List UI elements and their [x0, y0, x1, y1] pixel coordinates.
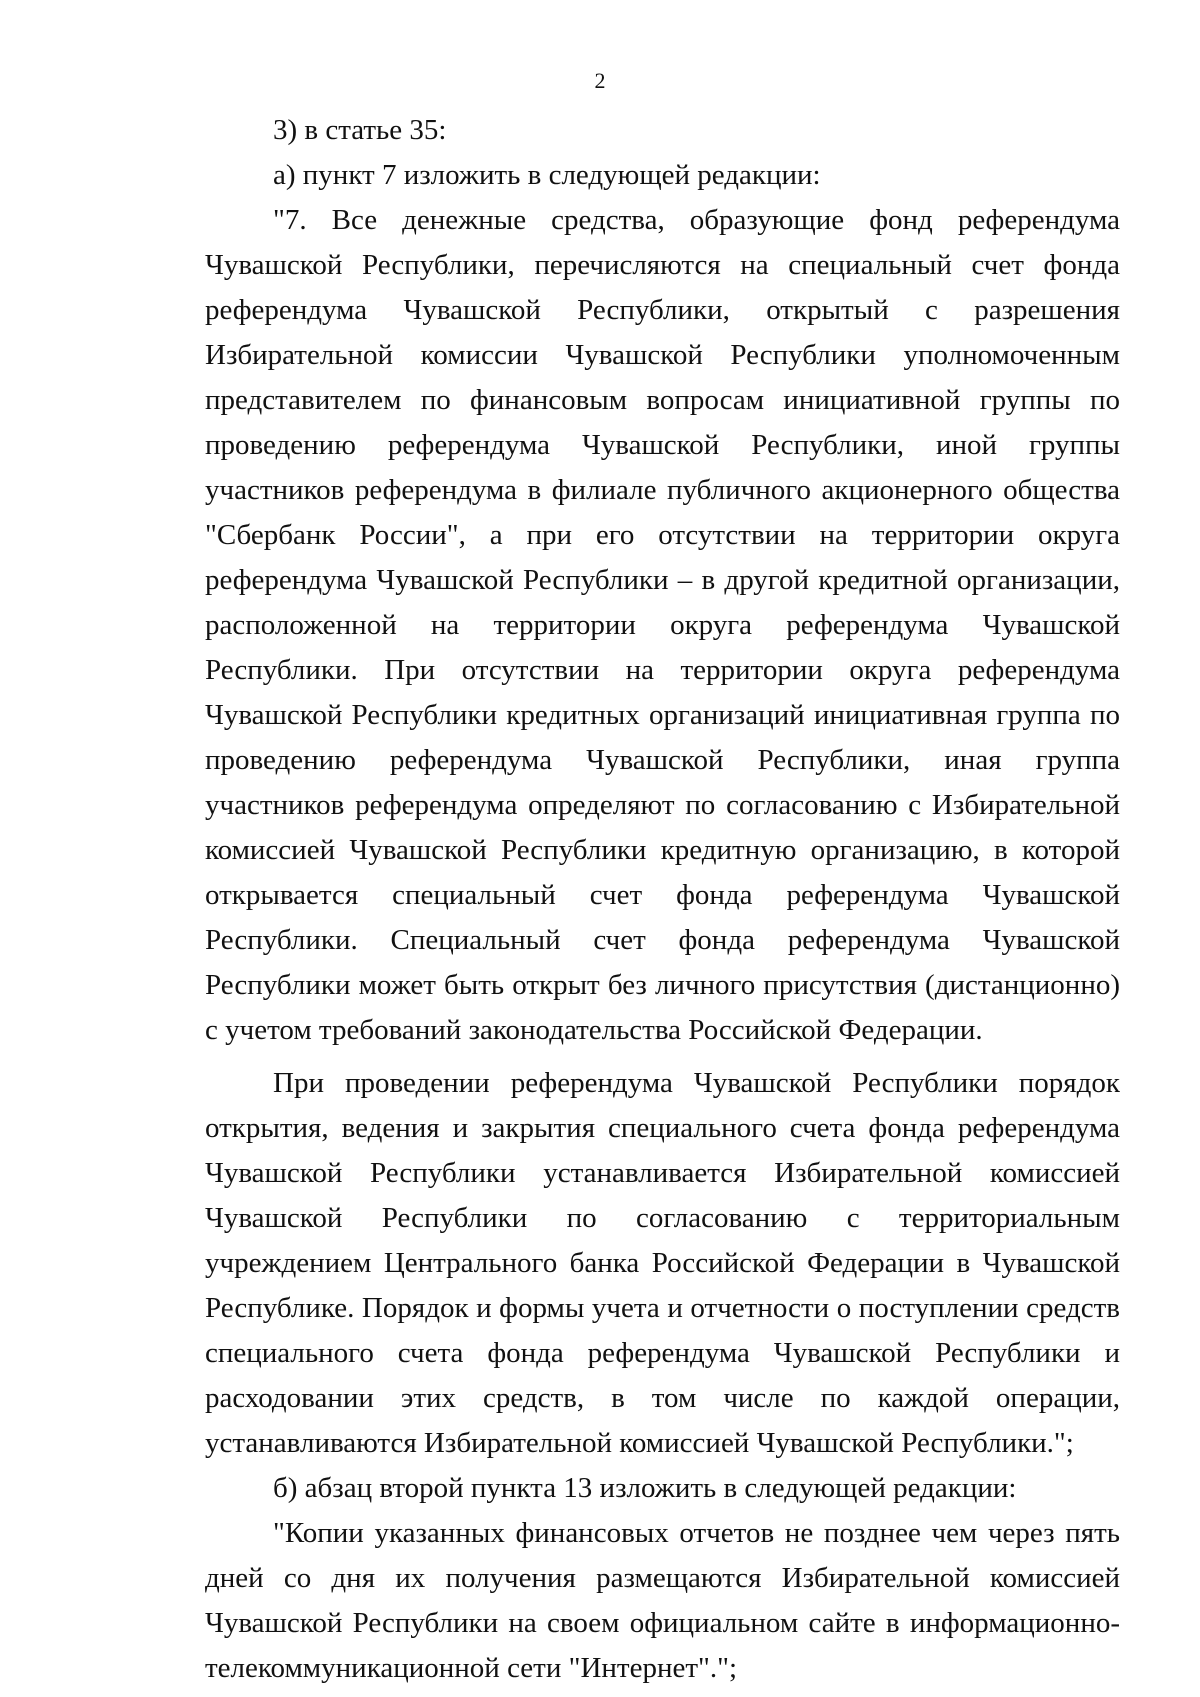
paragraph-article-35: 3) в статье 35: [273, 114, 447, 146]
paragraph-subitem-a: а) пункт 7 изложить в следующей редакции: [273, 159, 821, 191]
document-body [205, 108, 1120, 1691]
paragraph-subitem-b: б) абзац второй пункта 13 изложить в следующей редакции: [273, 1472, 1017, 1504]
page-number: 2 [594, 68, 606, 93]
paragraph-item-13-text: "Копии указанных финансовых отчетов не позднее чем через пять дней со дня их получения размещаются Избирательной комиссией Чувашской Республики на своем официальном сайте в информационно-телекоммуникационной сети "Интернет"."; [205, 1517, 1120, 1684]
paragraph-item-7-text: "7. Все денежные средства, образующие фонд референдума Чувашской Республики, перечисляются на специальный счет фонда референдума Чувашской Республики, открытый с разрешения Избирательной комиссии Чувашской Республики уполномоченным представителем по финансовым вопросам инициативной группы по проведению референдума Чувашской Республики, иной группы участников референдума в филиале публичного акционерного общества "Сбербанк России", а при его отсутствии на территории округа референдума Чувашской Республики – в другой кредитной организации, расположенной на территории округа референдума Чувашской Республики. При отсутствии на территории округа референдума Чувашской Республики кредитных организаций инициативная группа по проведению референдума Чувашской Республики, иная группа участников референдума определяют по согласованию с Избирательной комиссией Чувашской Республики кредитную организацию, в которой открывается специальный счет фонда референдума Чувашской Республики. Специальный счет фонда референдума Чувашской Республики может быть открыт без личного присутствия (дистанционно) с учетом требований законодательства Российской Федерации. [205, 204, 1120, 1046]
paragraph-account-procedure: При проведении референдума Чувашской Республики порядок открытия, ведения и закрытия специального счета фонда референдума Чувашской Республики устанавливается Избирательной комиссией Чувашской Республики по согласованию с территориальным учреждением Центрального банка Российской Федерации в Чувашской Республике. Порядок и формы учета и отчетности о поступлении средств специального счета фонда референдума Чувашской Республики и расходовании этих средств, в том числе по каждой операции, устанавливаются Избирательной комиссией Чувашской Республики."; [205, 1067, 1120, 1459]
